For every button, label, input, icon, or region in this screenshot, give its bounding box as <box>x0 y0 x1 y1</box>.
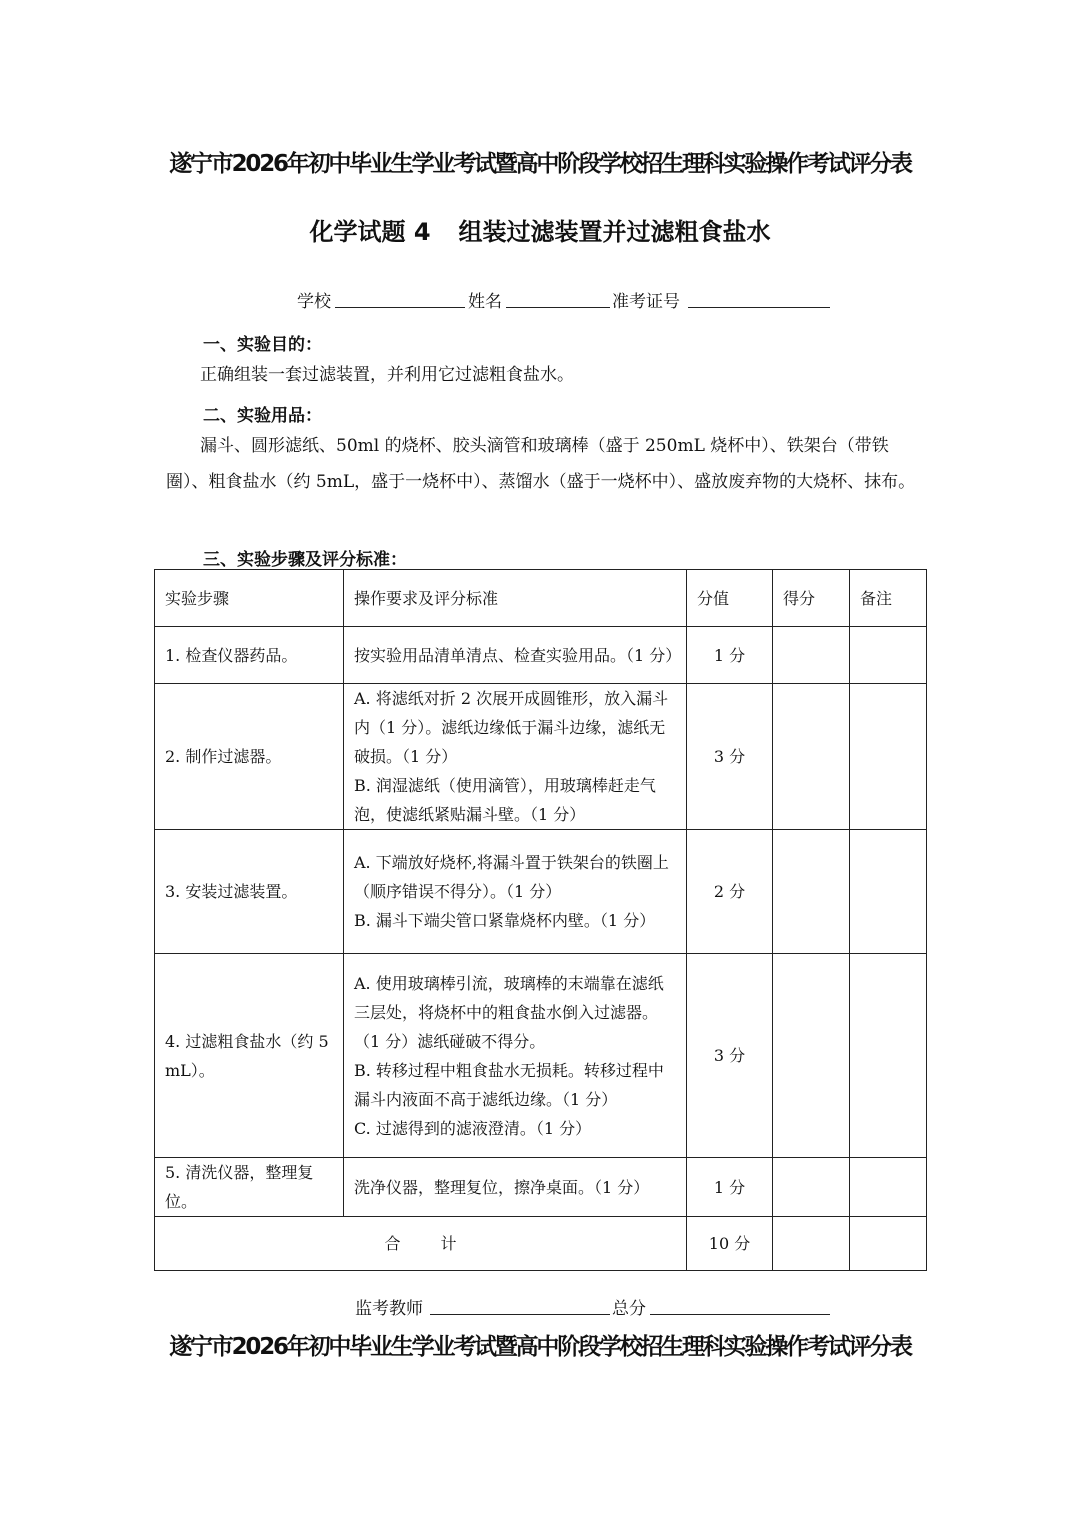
score-cell[interactable] <box>773 830 850 954</box>
total-score-label: 总分 <box>612 1299 646 1319</box>
name-label: 姓名 <box>468 292 502 312</box>
score-cell[interactable] <box>773 627 850 684</box>
total-label-a: 合 <box>384 1234 401 1253</box>
criteria-cell <box>344 830 687 954</box>
points-cell: 1 分 <box>687 627 773 684</box>
criteria-line: A. 将滤纸对折 2 次展开成圆锥形，放入漏斗内（1 分）。滤纸边缘低于漏斗边缘，滤纸无破损。（1 分） <box>354 689 669 766</box>
total-score-cell[interactable] <box>773 1217 850 1271</box>
criteria-line: B. 润湿滤纸（使用滴管），用玻璃棒赶走气泡，使滤纸紧贴漏斗壁。（1 分） <box>354 776 656 824</box>
table-row <box>155 684 927 830</box>
step-cell: 1. 检查仪器药品。 <box>155 627 344 684</box>
school-field[interactable] <box>335 307 465 308</box>
header-remarks: 备注 <box>850 570 927 627</box>
section2-heading: 二、实验用品： <box>203 406 322 426</box>
table-header-row <box>155 570 927 627</box>
criteria-cell <box>344 627 687 684</box>
criteria-cell <box>344 684 687 830</box>
table-row <box>155 1158 927 1217</box>
points-cell: 3 分 <box>687 684 773 830</box>
criteria-line: 洗净仪器，整理复位，擦净桌面。（1 分） <box>354 1177 650 1197</box>
section2-text: 漏斗、圆形滤纸、50ml 的烧杯、胶头滴管和玻璃棒（盛于 250mL 烧杯中）、铁架台（带铁圈）、粗食盐水（约 5mL，盛于一烧杯中）、蒸馏水（盛于一烧杯中）、盛放废弃物的大烧杯、抹布。 <box>166 436 916 492</box>
section1-heading: 一、实验目的： <box>203 335 322 355</box>
proctor-label: 监考教师 <box>355 1299 423 1319</box>
total-score-field[interactable] <box>650 1314 830 1315</box>
step-cell: 5. 清洗仪器，整理复位。 <box>155 1158 344 1217</box>
criteria-line: C. 过滤得到的滤液澄清。（1 分） <box>354 1118 592 1138</box>
subtitle-label: 化学试题 4 <box>309 218 431 246</box>
step-cell: 3. 安装过滤装置。 <box>155 830 344 954</box>
table-row <box>155 830 927 954</box>
header-step: 实验步骤 <box>155 570 344 627</box>
proctor-field[interactable] <box>430 1314 610 1315</box>
document-title: 遂宁市2026年初中毕业生学业考试暨高中阶段学校招生理科实验操作考试评分表 <box>169 151 911 177</box>
subtitle-text: 组装过滤装置并过滤粗食盐水 <box>458 218 771 246</box>
points-cell: 1 分 <box>687 1158 773 1217</box>
exam-id-field[interactable] <box>688 307 830 308</box>
document-title-repeat: 遂宁市2026年初中毕业生学业考试暨高中阶段学校招生理科实验操作考试评分表 <box>169 1334 911 1360</box>
criteria-line: B. 漏斗下端尖管口紧靠烧杯内壁。（1 分） <box>354 911 656 930</box>
name-field[interactable] <box>506 307 610 308</box>
remarks-cell[interactable] <box>850 684 927 830</box>
remarks-cell[interactable] <box>850 830 927 954</box>
points-cell: 2 分 <box>687 830 773 954</box>
header-score: 得分 <box>773 570 850 627</box>
header-criteria: 操作要求及评分标准 <box>344 570 687 627</box>
table-row <box>155 954 927 1158</box>
section3-heading: 三、实验步骤及评分标准： <box>203 550 407 570</box>
table-total-row <box>155 1217 927 1271</box>
remarks-cell[interactable] <box>850 1158 927 1217</box>
section1-text: 正确组装一套过滤装置，并利用它过滤粗食盐水。 <box>200 365 574 385</box>
scoring-table <box>154 569 927 1271</box>
criteria-cell <box>344 954 687 1158</box>
criteria-line: A. 使用玻璃棒引流，玻璃棒的末端靠在滤纸三层处，将烧杯中的粗食盐水倒入过滤器。（1 分）滤纸碰破不得分。 <box>354 973 664 1051</box>
step-cell: 2. 制作过滤器。 <box>155 684 344 830</box>
points-cell: 3 分 <box>687 954 773 1158</box>
total-label-b: 计 <box>440 1234 457 1253</box>
total-label <box>155 1217 687 1271</box>
exam-id-label: 准考证号 <box>612 292 680 312</box>
score-cell[interactable] <box>773 684 850 830</box>
table-row <box>155 627 927 684</box>
criteria-line: 按实验用品清单清点、检查实验用品。（1 分） <box>354 645 682 665</box>
remarks-cell[interactable] <box>850 954 927 1158</box>
step-cell: 4. 过滤粗食盐水（约 5 mL）。 <box>155 954 344 1158</box>
criteria-cell <box>344 1158 687 1217</box>
remarks-cell[interactable] <box>850 627 927 684</box>
total-remarks-cell[interactable] <box>850 1217 927 1271</box>
total-points-cell: 10 分 <box>687 1217 773 1271</box>
document-subtitle <box>0 212 1080 247</box>
header-points: 分值 <box>687 570 773 627</box>
criteria-line: B. 转移过程中粗食盐水无损耗。转移过程中漏斗内液面不高于滤纸边缘。（1 分） <box>354 1060 664 1109</box>
criteria-line: A. 下端放好烧杯,将漏斗置于铁架台的铁圈上（顺序错误不得分）。（1 分） <box>354 853 669 901</box>
score-cell[interactable] <box>773 1158 850 1217</box>
score-cell[interactable] <box>773 954 850 1158</box>
school-label: 学校 <box>297 292 331 312</box>
